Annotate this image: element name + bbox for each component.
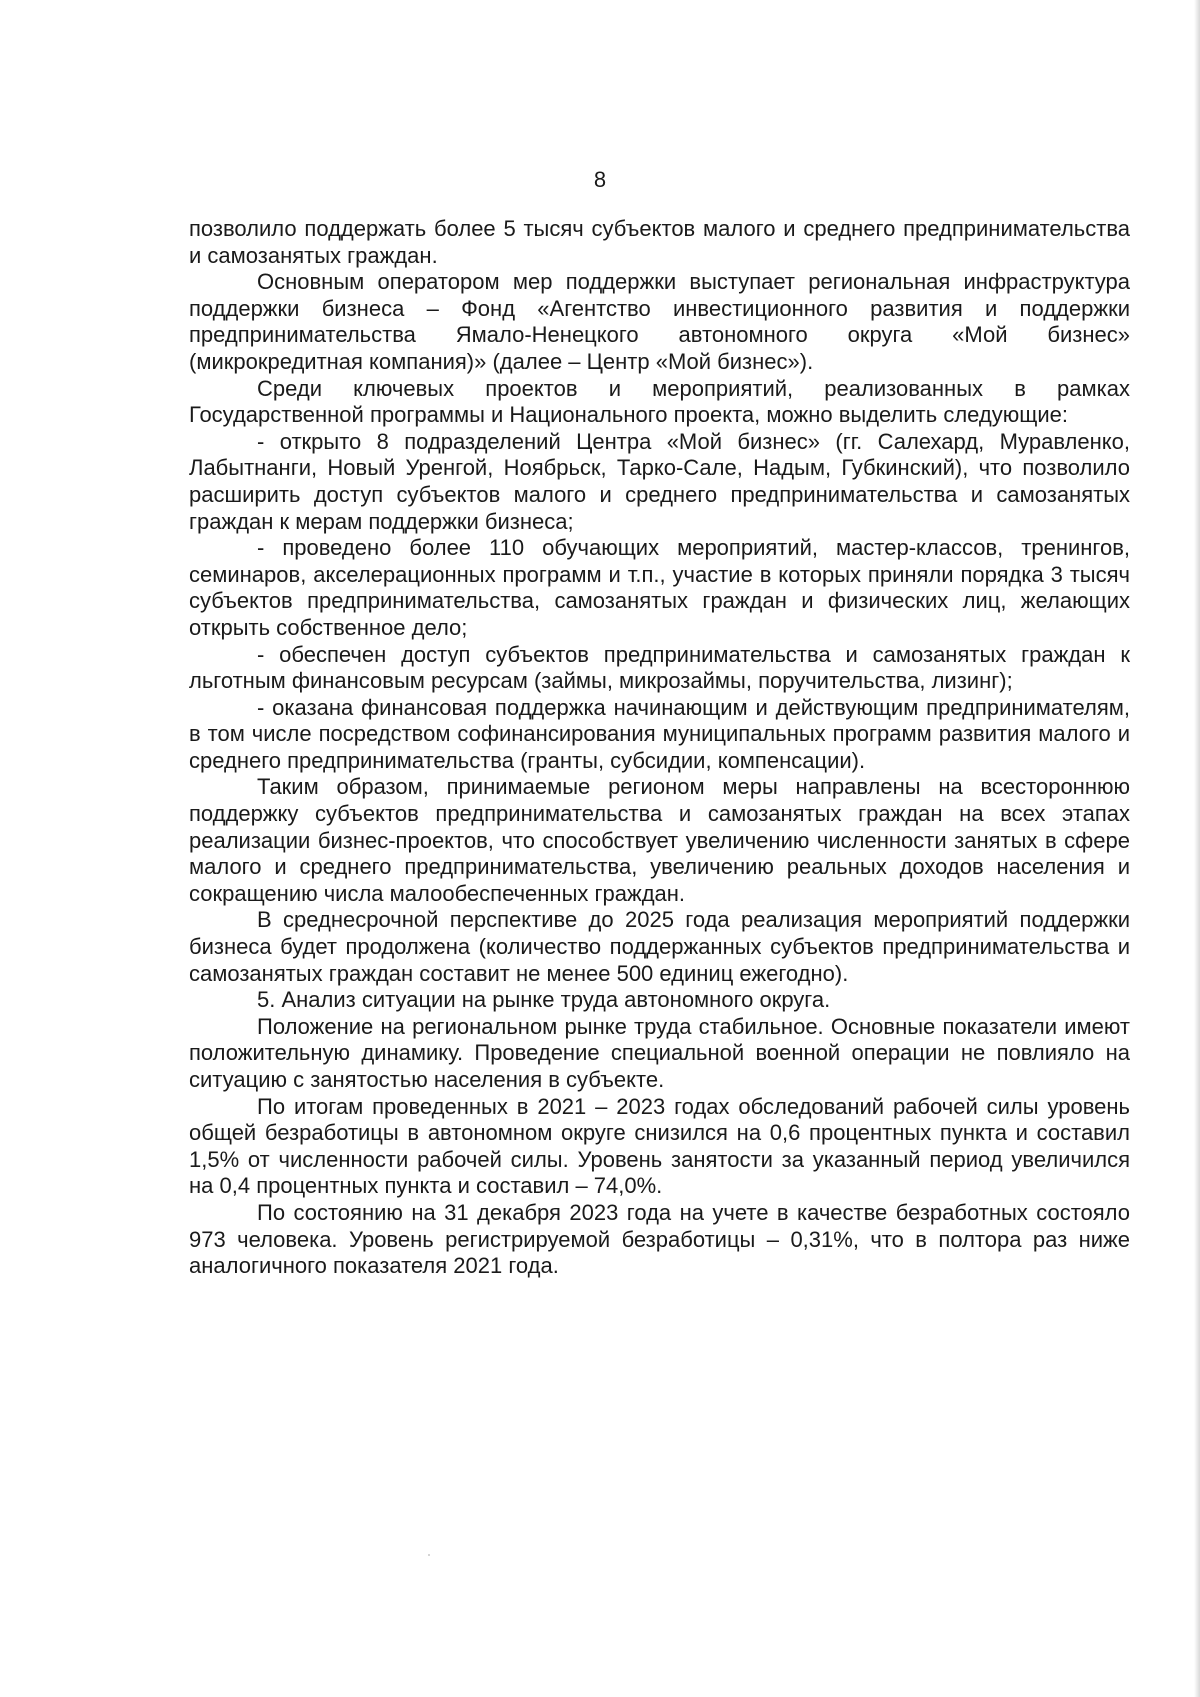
paragraph-key-projects-intro: Среди ключевых проектов и мероприятий, реализованных в рамках Государственной программы и Национального проекта, можно выделить следующие: <box>189 375 1130 428</box>
page-number: 8 <box>593 167 607 192</box>
list-item-branches-opened: - открыто 8 подразделений Центра «Мой бизнес» (гг. Салехард, Муравленко, Лабытнанги, Новый Уренгой, Ноябрьск, Тарко-Сале, Надым, Губкинский), что позволило расширить доступ субъектов малого и среднего предпринимательства и самозанятых граждан к мерам поддержки бизнеса; <box>189 428 1130 534</box>
list-item-financial-access: - обеспечен доступ субъектов предпринимательства и самозанятых граждан к льготным финансовым ресурсам (займы, микрозаймы, поручительства, лизинг); <box>189 641 1130 694</box>
paragraph-labor-market-state: Положение на региональном рынке труда стабильное. Основные показатели имеют положительную динамику. Проведение специальной военной операции не повлияло на ситуацию с занятостью населения в субъекте. <box>189 1013 1130 1092</box>
paragraph-conclusion: Таким образом, принимаемые регионом меры направлены на всестороннюю поддержку субъектов предпринимательства и самозанятых граждан на всех этапах реализации бизнес-проектов, что способствует увеличению численности занятых в сфере малого и среднего предпринимательства, увеличению реальных доходов населения и сокращению числа малообеспеченных граждан. <box>189 774 1130 906</box>
list-item-trainings-held: - проведено более 110 обучающих мероприятий, мастер-классов, тренингов, семинаров, акселерационных программ и т.п., участие в которых приняли порядка 3 тысяч субъектов предпринимательства, самозанятых граждан и физических лиц, желающих открыть собственное дело; <box>189 535 1130 640</box>
list-item-financial-support: - оказана финансовая поддержка начинающим и действующим предпринимателям, в том числе посредством софинансирования муниципальных программ развития малого и среднего предпринимательства (гранты, субсидии, компенсации). <box>189 694 1130 773</box>
paragraph-continuation: позволило поддержать более 5 тысяч субъектов малого и среднего предпринимательства и самозанятых граждан. <box>189 216 1130 268</box>
section-heading-labor-market: 5. Анализ ситуации на рынке труда автономного округа. <box>257 987 831 1013</box>
scan-edge-shadow <box>1194 0 1200 1697</box>
paragraph-unemployment-survey: По итогам проведенных в 2021 – 2023 годах обследований рабочей силы уровень общей безработицы в автономном округе снизился на 0,6 процентных пункта и составил 1,5% от численности рабочей силы. Уровень занятости за указанный период увеличился на 0,4 процентных пункта и составил – 74,0%. <box>189 1093 1130 1199</box>
paragraph-support-operator: Основным оператором мер поддержки выступает региональная инфраструктура поддержки бизнеса – Фонд «Агентство инвестиционного развития и поддержки предпринимательства Ямало-Ненецкого автономного округа «Мой бизнес» (микрокредитная компания)» (далее – Центр «Мой бизнес»). <box>189 269 1130 374</box>
paragraph-registered-unemployment: По состоянию на 31 декабря 2023 года на учете в качестве безработных состояло 973 человека. Уровень регистрируемой безработицы – 0,31%, что в полтора раз ниже аналогичного показателя 2021 года. <box>189 1199 1130 1279</box>
scan-speck <box>428 1554 430 1556</box>
document-body <box>189 216 1130 1280</box>
paragraph-medium-term: В среднесрочной перспективе до 2025 года реализация мероприятий поддержки бизнеса будет продолжена (количество поддержанных субъектов предпринимательства и самозанятых граждан составит не менее 500 единиц ежегодно). <box>189 907 1130 986</box>
